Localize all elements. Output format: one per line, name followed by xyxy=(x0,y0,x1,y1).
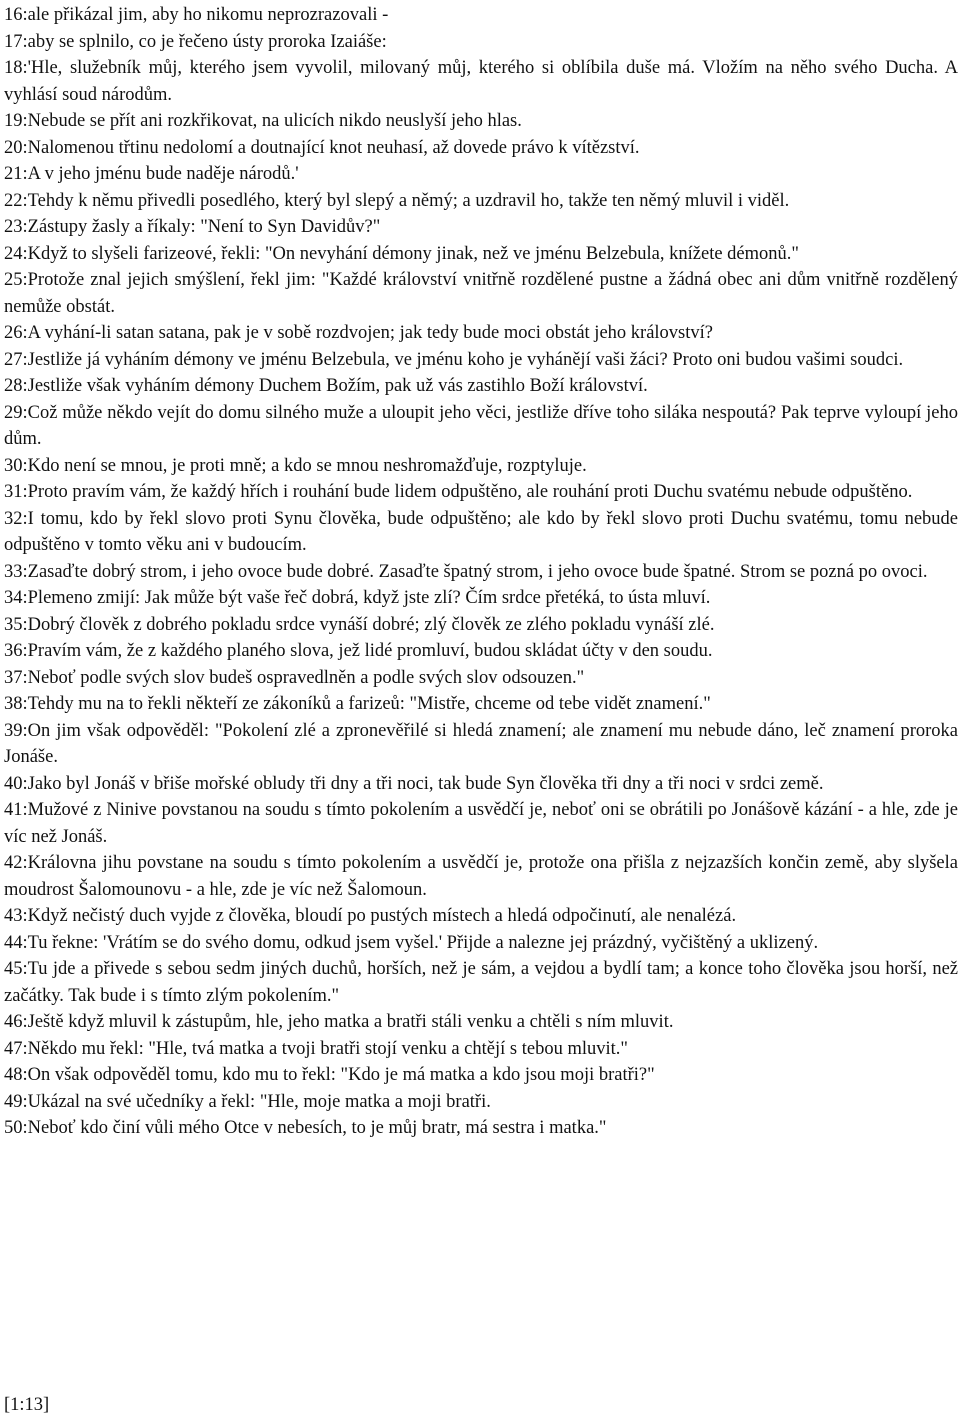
verse-17: 17:aby se splnilo, co je řečeno ústy proroka Izaiáše: xyxy=(4,31,387,52)
verse-30: 30:Kdo není se mnou, je proti mně; a kdo se mnou neshromažďuje, rozptyluje. xyxy=(4,455,587,476)
verse-22: 22:Tehdy k němu přivedli posedlého, který byl slepý a němý; a uzdravil ho, takže ten němý mluvil i viděl. xyxy=(4,190,790,211)
verse-38: 38:Tehdy mu na to řekli někteří ze zákoníků a farizeů: "Mistře, chceme od tebe vidět znamení." xyxy=(4,694,711,714)
verse-40: 40:Jako byl Jonáš v břiše mořské obludy tři dny a tři noci, tak bude Syn člověka tři dny a tři noci v srdci země. xyxy=(4,773,824,794)
verse-29: 29:Což může někdo vejít do domu silného muže a uloupit jeho věci, jestliže dříve toho siláka nespoutá? Pak teprve vyloupí jeho dům. xyxy=(4,402,958,449)
document-body xyxy=(4,0,958,1142)
verse-34: 34:Plemeno zmijí: Jak může být vaše řeč dobrá, když jste zlí? Čím srdce přetéká, to ústa mluví. xyxy=(4,588,711,608)
verse-16: 16:ale přikázal jim, aby ho nikomu neprozrazovali - xyxy=(4,5,389,25)
verse-21: 21:A v jeho jménu bude naděje národů.' xyxy=(4,164,299,184)
verse-27: 27:Jestliže já vyháním démony ve jménu Belzebula, ve jménu koho je vyhánějí vaši žáci? Proto oni budou vašimi soudci. xyxy=(4,349,904,370)
verse-47: 47:Někdo mu řekl: "Hle, tvá matka a tvoji bratři stojí venku a chtějí s tebou mluvit." xyxy=(4,1038,628,1059)
verse-44: 44:Tu řekne: 'Vrátím se do svého domu, odkud jsem vyšel.' Přijde a nalezne jej prázdný, vyčištěný a uklizený. xyxy=(4,932,819,953)
page-reference: [1:13] xyxy=(4,1395,50,1415)
verse-28: 28:Jestliže však vyháním démony Duchem Božím, pak už vás zastihlo Boží království. xyxy=(4,376,648,396)
verse-25: 25:Protože znal jejich smýšlení, řekl jim: "Každé království vnitřně rozdělené pustne a žádná obec ani dům vnitřně rozdělený nemůže obstát. xyxy=(4,270,958,317)
verse-32: 32:I tomu, kdo by řekl slovo proti Synu člověka, bude odpuštěno; ale kdo by řekl slovo proti Duchu svatému, tomu nebude odpuštěno v tomto věku ani v budoucím. xyxy=(4,508,958,555)
verse-35: 35:Dobrý člověk z dobrého pokladu srdce vynáší dobré; zlý člověk ze zlého pokladu vynáší zlé. xyxy=(4,614,715,635)
verse-39: 39:On jim však odpověděl: "Pokolení zlé a zpronevěřilé si hledá znamení; ale znamení mu nebude dáno, leč znamení proroka Jonáše. xyxy=(4,720,958,767)
verse-33: 33:Zasaďte dobrý strom, i jeho ovoce bude dobré. Zasaďte špatný strom, i jeho ovoce bude špatné. Strom se pozná po ovoci. xyxy=(4,561,928,582)
verse-23: 23:Zástupy žasly a říkaly: "Není to Syn Davidův?" xyxy=(4,217,381,237)
verse-26: 26:A vyhání-li satan satana, pak je v sobě rozdvojen; jak tedy bude moci obstát jeho království? xyxy=(4,323,713,343)
verse-49: 49:Ukázal na své učedníky a řekl: "Hle, moje matka a moji bratři. xyxy=(4,1091,491,1112)
verse-45: 45:Tu jde a přivede s sebou sedm jiných duchů, horších, než je sám, a vejdou a bydlí tam; a konce toho člověka jsou horší, než začátky. Tak bude i s tímto zlým pokolením." xyxy=(4,959,958,1006)
verse-41: 41:Mužové z Ninive povstanou na soudu s tímto pokolením a usvědčí je, neboť oni se obrátili po Jonášově kázání - a hle, zde je víc než Jonáš. xyxy=(4,800,958,847)
verse-24: 24:Když to slyšeli farizeové, řekli: "On nevyhání démony jinak, než ve jménu Belzebula, knížete démonů." xyxy=(4,243,799,264)
verse-36: 36:Pravím vám, že z každého planého slova, jež lidé promluví, budou skládat účty v den soudu. xyxy=(4,641,713,661)
verse-46: 46:Ještě když mluvil k zástupům, hle, jeho matka a bratři stáli venku a chtěli s ním mluvit. xyxy=(4,1012,674,1032)
verse-18: 18:'Hle, služebník můj, kterého jsem vyvolil, milovaný můj, kterého si oblíbila duše má. Vložím na něho svého Ducha. A vyhlásí soud národům. xyxy=(4,58,958,105)
verse-42: 42:Královna jihu povstane na soudu s tímto pokolením a usvědčí je, protože ona přišla z nejzazších končin země, aby slyšela moudrost Šalomounovu - a hle, zde je víc než Šalomoun. xyxy=(4,853,958,900)
verse-19: 19:Nebude se přít ani rozkřikovat, na ulicích nikdo neuslyší jeho hlas. xyxy=(4,111,522,131)
verse-50: 50:Neboť kdo činí vůli mého Otce v nebesích, to je můj bratr, má sestra i matka." xyxy=(4,1118,607,1138)
verse-43: 43:Když nečistý duch vyjde z člověka, bloudí po pustých místech a hledá odpočinutí, ale nenalézá. xyxy=(4,906,737,926)
verse-31: 31:Proto pravím vám, že každý hřích i rouhání bude lidem odpuštěno, ale rouhání proti Duchu svatému nebude odpuštěno. xyxy=(4,482,913,502)
verse-37: 37:Neboť podle svých slov budeš ospravedlněn a podle svých slov odsouzen." xyxy=(4,667,585,688)
verse-48: 48:On však odpověděl tomu, kdo mu to řekl: "Kdo je má matka a kdo jsou moji bratři?" xyxy=(4,1065,655,1085)
verse-20: 20:Nalomenou třtinu nedolomí a doutnající knot neuhasí, až dovede právo k vítězství. xyxy=(4,137,640,158)
